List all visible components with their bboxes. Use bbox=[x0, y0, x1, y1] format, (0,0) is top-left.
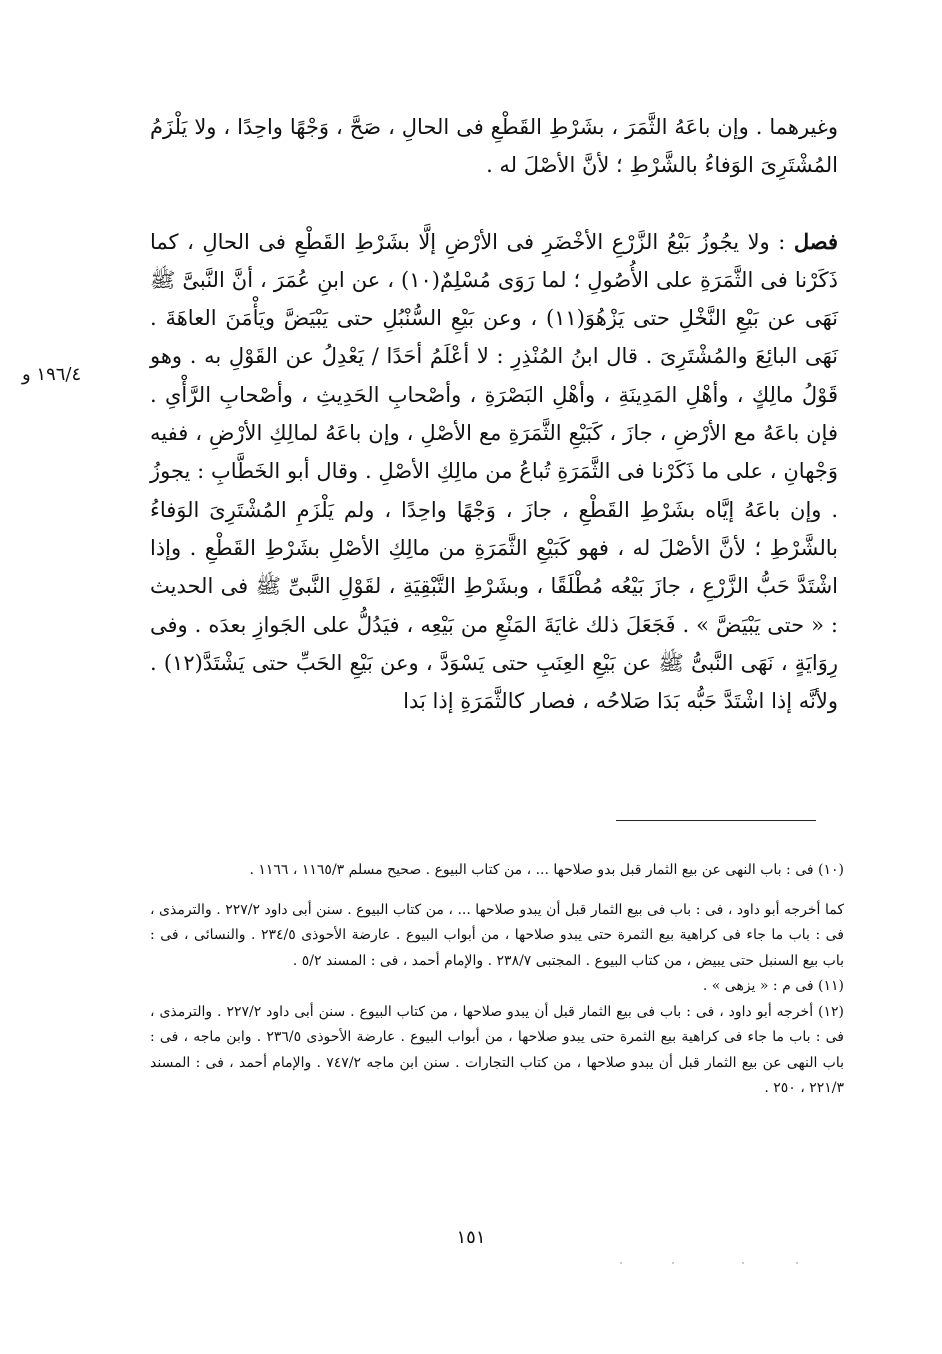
paragraph-2 bbox=[150, 223, 838, 721]
scan-speck bbox=[742, 1262, 744, 1264]
footnote-divider bbox=[616, 820, 816, 821]
scan-speck bbox=[796, 1262, 798, 1264]
scan-speck bbox=[620, 1262, 622, 1264]
margin-note: ١٩٦/٤ و bbox=[22, 364, 82, 385]
paragraph-2-text: : ولا يجُوزُ بَيْعُ الزَّرْعِ الأخْضَرِ فى الأرْضِ إلَّا بشَرْطِ القَطْعِ فى الحالِ ، كما ذَكَرْنا فى الثَّمَرَةِ على الأُصُولِ ؛ لما رَوَى مُسْلِمٌ(١٠) ، عن ابنِ عُمَرَ ، أنَّ النَّبىَّ ﷺ نَهَى عن بَيْعِ النَّخْلِ حتى يَزْهُوَ(١١) ، وعن بَيْعِ السُّنْبُلِ حتى يَبْيَضَّ ويَأْمَنَ العاهَةَ . نَهَى البائِعَ والمُشْتَرِىَ . قال ابنُ المُنْذِرِ : لا أعْلَمُ أحَدًا / يَعْدِلُ عن القَوْلِ به . وهو قَوْلُ مالِكٍ ، وأهْلِ المَدِينَةِ ، وأهْلِ البَصْرَةِ ، وأصْحابِ الحَدِيثِ ، وأصْحابِ الرَّأْىِ . فإن باعَهُ مع الأرْضِ ، جازَ ، كَبَيْعِ الثَّمَرَةِ مع الأصْلِ ، وإن باعَهُ لمالِكِ الأرْضِ ، ففيه وَجْهانِ ، على ما ذَكَرْنا فى الثَّمَرَةِ تُباعُ من مالِكِ الأصْلِ . وقال أبو الخَطَّابِ : يجوزُ . وإن باعَهُ إيَّاه بشَرْطِ القَطْعِ ، جازَ ، وَجْهًا واحِدًا ، ولم يَلْزَمِ المُشْتَرِىَ الوَفاءُ بالشَّرْطِ ؛ لأنَّ الأصْلَ له ، فهو كَبَيْعِ الثَّمَرَةِ من مالِكِ الأصْلِ بشَرْطِ القَطْعِ . وإذا اشْتَدَّ حَبُّ الزَّرْعِ ، جازَ بَيْعُه مُطْلَقًا ، وبشَرْطِ التَّبْقِيَةِ ، لقَوْلِ النَّبىِّ ﷺ فى الحديث : « حتى يَبْيَضَّ » . فَجَعَلَ ذلك غايَةَ المَنْعِ من بَيْعِه ، فيَدُلُّ على الجَوازِ بعدَه . وفى رِوَايَةٍ ، نَهَى النَّبىُّ ﷺ عن بَيْعِ العِنَبِ حتى يَسْوَدَّ ، وعن بَيْعِ الحَبِّ حتى يَشْتَدَّ(١٢) . ولأنَّه إذا اشْتَدَّ حَبُّه بَدَا صَلاحُه ، فصار كالثَّمَرَةِ إذا بَدا bbox=[150, 229, 838, 714]
footnote-10-references: كما أخرجه أبو داود ، فى : باب فى بيع الثمار قبل أن يبدو صلاحها ... ، من كتاب البيوع . سنن أبى داود ٢٢٧/٢ . والترمذى ، فى : باب ما جاء فى كراهية بيع الثمرة حتى يبدو صلاحها ، من أبواب البيوع . عارضة الأحوذى ٢٣٤/٥ . والنسائى ، فى : باب بيع السنبل حتى يبيض ، من كتاب البيوع . المجتبى ٢٣٨/٧ . والإمام أحمد ، فى : المسند ٥/٢ . bbox=[150, 901, 845, 969]
footnote-12: (١٢) أخرجه أبو داود ، فى : باب فى بيع الثمار قبل أن يبدو صلاحها ، من كتاب البيوع . سنن أبى داود ٢٢٧/٢ . والترمذى ، فى : باب ما جاء فى كراهية بيع الثمرة حتى يبدو صلاحها ، من أبواب البيوع . عارضة الأحوذى ٢٣٦/٥ . وابن ماجه ، فى : باب النهى عن بيع الثمار قبل أن يبدو صلاحها ، من كتاب التجارات . سنن ابن ماجه ٧٤٧/٢ . والإمام أحمد ، فى : المسند ٢٢١/٣ ، ٢٥٠ . bbox=[150, 1003, 844, 1096]
footnote-10: (١٠) فى : باب النهى عن بيع الثمار قبل بدو صلاحها ... ، من كتاب البيوع . صحيح مسلم ١١٦٥/٣ ، ١١٦٦ . bbox=[249, 862, 844, 878]
paragraph-1: وغيرهما . وإن باعَهُ الثَّمَرَ ، بشَرْطِ القَطْعِ فى الحالِ ، صَحَّ ، وَجْهًا واحِدًا ، ولا يَلْزَمُ المُشْتَرِىَ الوَفاءُ بالشَّرْطِ ؛ لأنَّ الأصْلَ له . bbox=[150, 115, 838, 178]
section-label: فصل bbox=[793, 228, 838, 254]
page-number: ١٥١ bbox=[456, 1227, 486, 1248]
scan-speck bbox=[672, 1262, 674, 1264]
main-text bbox=[150, 108, 838, 720]
footnotes bbox=[150, 858, 844, 1102]
footnote-11: (١١) فى م : « يزهى » . bbox=[702, 978, 844, 994]
